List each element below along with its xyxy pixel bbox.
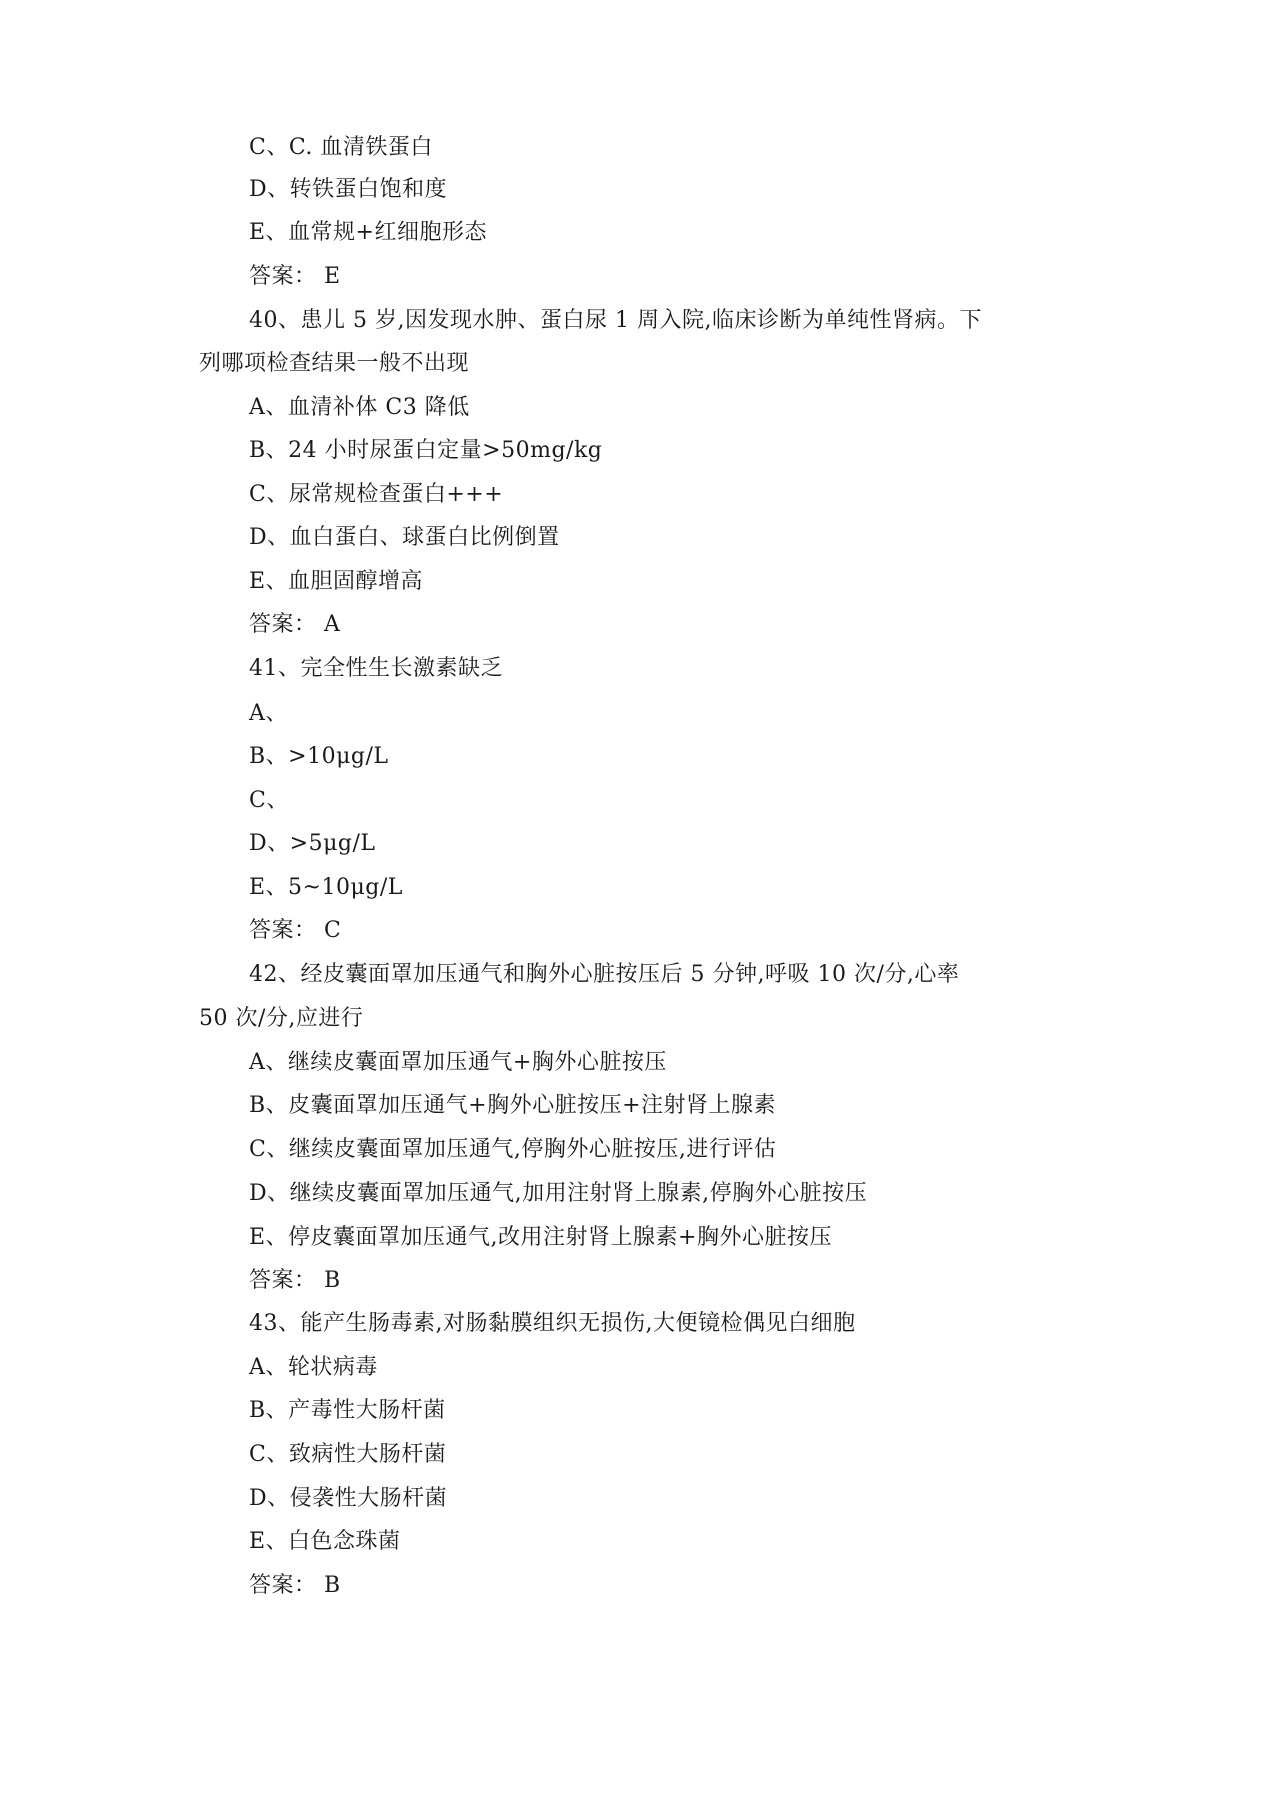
option-b: B、皮囊面罩加压通气+胸外心脏按压+注射肾上腺素 — [249, 1093, 777, 1118]
answer: 答案： A — [249, 612, 341, 637]
option-e: E、白色念珠菌 — [249, 1529, 401, 1554]
option-c: C、继续皮囊面罩加压通气,停胸外心脏按压,进行评估 — [249, 1137, 777, 1162]
question-40-stem: 40、患儿 5 岁,因发现水肿、蛋白尿 1 周入院,临床诊断为单纯性肾病。下 — [249, 308, 982, 333]
option-b: B、>10μg/L — [249, 744, 389, 769]
option-b: B、24 小时尿蛋白定量>50mg/kg — [249, 438, 603, 463]
option-d: D、侵袭性大肠杆菌 — [249, 1486, 448, 1511]
question-43-stem: 43、能产生肠毒素,对肠黏膜组织无损伤,大便镜检偶见白细胞 — [249, 1311, 856, 1336]
option-d: D、继续皮囊面罩加压通气,加用注射肾上腺素,停胸外心脏按压 — [249, 1181, 868, 1206]
option-a: A、轮状病毒 — [249, 1355, 378, 1380]
answer: 答案： B — [249, 1573, 341, 1598]
option-c: C、 — [249, 788, 289, 813]
answer: 答案： C — [249, 918, 342, 943]
option-c: C、C. 血清铁蛋白 — [249, 135, 433, 160]
question-42-stem-cont: 50 次/分,应进行 — [199, 1006, 364, 1031]
option-a: A、继续皮囊面罩加压通气+胸外心脏按压 — [249, 1050, 667, 1075]
option-c: C、尿常规检查蛋白+++ — [249, 482, 504, 507]
answer: 答案： B — [249, 1268, 341, 1293]
question-41-stem: 41、完全性生长激素缺乏 — [249, 656, 503, 681]
option-b: B、产毒性大肠杆菌 — [249, 1398, 446, 1423]
answer: 答案： E — [249, 264, 341, 289]
option-d: D、>5μg/L — [249, 831, 376, 856]
option-e: E、血常规+红细胞形态 — [249, 220, 487, 245]
option-d: D、转铁蛋白饱和度 — [249, 177, 448, 202]
question-42-stem: 42、经皮囊面罩加压通气和胸外心脏按压后 5 分钟,呼吸 10 次/分,心率 — [249, 962, 960, 987]
option-e: E、停皮囊面罩加压通气,改用注射肾上腺素+胸外心脏按压 — [249, 1225, 832, 1250]
option-e: E、5~10μg/L — [249, 875, 403, 900]
option-a: A、血清补体 C3 降低 — [249, 395, 470, 420]
option-c: C、致病性大肠杆菌 — [249, 1442, 447, 1467]
question-40-stem-cont: 列哪项检查结果一般不出现 — [199, 351, 470, 376]
option-a: A、 — [249, 701, 288, 726]
option-d: D、血白蛋白、球蛋白比例倒置 — [249, 525, 560, 550]
option-e: E、血胆固醇增高 — [249, 569, 424, 594]
